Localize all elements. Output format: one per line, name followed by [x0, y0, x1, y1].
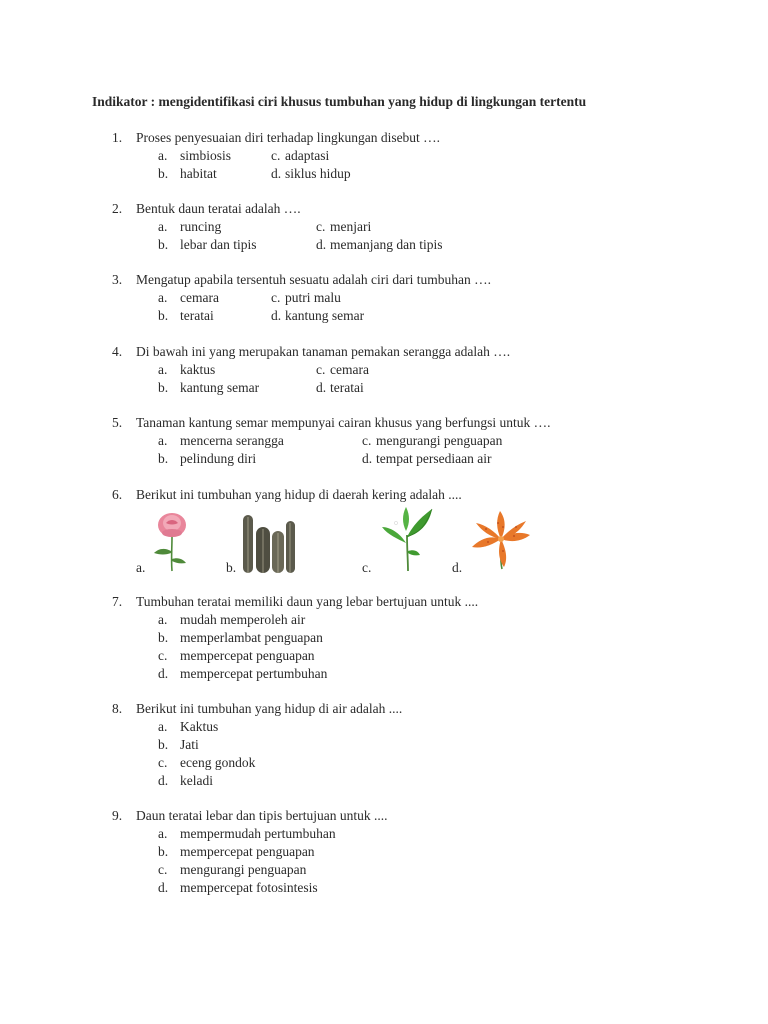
- option-letter: c.: [316, 362, 326, 377]
- option-text: menjari: [330, 219, 372, 234]
- question-text: Daun teratai lebar dan tipis bertujuan untuk ....: [136, 808, 388, 823]
- option-letter: b.: [158, 630, 169, 645]
- option-letter: a.: [158, 290, 168, 305]
- option-letter: a.: [158, 362, 168, 377]
- question-text: Mengatup apabila tersentuh sesuatu adalah ciri dari tumbuhan ….: [136, 272, 492, 287]
- option-a[interactable]: [158, 148, 231, 164]
- option-letter: b.: [158, 737, 169, 752]
- option-c[interactable]: [362, 433, 502, 449]
- option-text: tempat persediaan air: [376, 451, 492, 466]
- option-letter: c.: [271, 148, 281, 163]
- option-text: adaptasi: [285, 148, 330, 163]
- option-b-label[interactable]: b.: [226, 560, 237, 575]
- option-text: mengurangi penguapan: [180, 862, 307, 877]
- question-number: 2.: [112, 201, 123, 216]
- option-letter: c.: [316, 219, 326, 234]
- option-b[interactable]: [158, 380, 259, 396]
- leafy-sprout-icon[interactable]: [380, 505, 434, 573]
- question-text: Berikut ini tumbuhan yang hidup di air adalah ....: [136, 701, 403, 716]
- question-text: Berikut ini tumbuhan yang hidup di daerah kering adalah ....: [136, 487, 462, 502]
- option-text: memperlambat penguapan: [180, 630, 323, 645]
- option-text: mempercepat penguapan: [180, 648, 315, 663]
- option-letter: c.: [271, 290, 281, 305]
- option-letter: b.: [158, 380, 169, 395]
- question-text: Tumbuhan teratai memiliki daun yang lebar bertujuan untuk ....: [136, 594, 479, 609]
- option-a[interactable]: [158, 433, 284, 449]
- option-letter: d.: [316, 380, 327, 395]
- question-number: 3.: [112, 272, 123, 287]
- option-letter: b.: [158, 237, 169, 252]
- option-letter: a.: [158, 826, 168, 841]
- option-text: runcing: [180, 219, 222, 234]
- option-text: mengurangi penguapan: [376, 433, 503, 448]
- option-text: teratai: [330, 380, 364, 395]
- question-number: 8.: [112, 701, 123, 716]
- question-number: 5.: [112, 415, 123, 430]
- option-text: kantung semar: [180, 380, 260, 395]
- question-text: Di bawah ini yang merupakan tanaman pemakan serangga adalah ….: [136, 344, 511, 359]
- option-letter: b.: [158, 451, 169, 466]
- option-a[interactable]: [158, 362, 215, 378]
- option-text: kantung semar: [285, 308, 365, 323]
- option-d[interactable]: [362, 451, 491, 467]
- option-b[interactable]: [158, 237, 256, 253]
- option-text: keladi: [180, 773, 213, 788]
- option-text: mencerna serangga: [180, 433, 284, 448]
- option-b[interactable]: [158, 308, 214, 324]
- option-a[interactable]: [158, 219, 221, 235]
- option-a[interactable]: [158, 290, 219, 306]
- option-d[interactable]: [158, 666, 327, 682]
- option-letter: b.: [158, 166, 169, 181]
- option-d[interactable]: [158, 773, 213, 789]
- option-b[interactable]: [158, 737, 199, 753]
- option-text: eceng gondok: [180, 755, 256, 770]
- option-text: pelindung diri: [180, 451, 257, 466]
- option-letter: a.: [158, 433, 168, 448]
- option-a[interactable]: [158, 612, 305, 628]
- option-d[interactable]: [316, 237, 442, 253]
- option-text: putri malu: [285, 290, 341, 305]
- cactus-icon[interactable]: [242, 513, 298, 575]
- option-d-label[interactable]: d.: [452, 560, 463, 575]
- option-text: simbiosis: [180, 148, 232, 163]
- option-letter: d.: [271, 308, 282, 323]
- option-letter: d.: [158, 773, 169, 788]
- option-b[interactable]: [158, 166, 217, 182]
- question-number: 7.: [112, 594, 123, 609]
- option-text: mempercepat penguapan: [180, 844, 315, 859]
- indikator-heading: Indikator : mengidentifikasi ciri khusus tumbuhan yang hidup di lingkungan tertentu: [92, 94, 587, 109]
- option-letter: c.: [158, 755, 168, 770]
- rose-icon[interactable]: [150, 511, 194, 573]
- option-a[interactable]: [158, 826, 336, 842]
- option-text: Kaktus: [180, 719, 219, 734]
- option-d[interactable]: [271, 166, 351, 182]
- option-a-label[interactable]: a.: [136, 560, 146, 575]
- option-text: memanjang dan tipis: [330, 237, 443, 252]
- option-b[interactable]: [158, 844, 315, 860]
- option-d[interactable]: [271, 308, 364, 324]
- option-text: mempercepat fotosintesis: [180, 880, 318, 895]
- option-text: kaktus: [180, 362, 216, 377]
- option-c[interactable]: [158, 862, 306, 878]
- option-d[interactable]: [158, 880, 318, 896]
- question-text: Proses penyesuaian diri terhadap lingkungan disebut ….: [136, 130, 441, 145]
- question-text: Bentuk daun teratai adalah ….: [136, 201, 301, 216]
- option-letter: d.: [158, 666, 169, 681]
- option-text: siklus hidup: [285, 166, 351, 181]
- option-text: cemara: [180, 290, 219, 305]
- option-c[interactable]: [316, 219, 371, 235]
- option-c[interactable]: [316, 362, 369, 378]
- option-letter: d.: [362, 451, 373, 466]
- option-c[interactable]: [271, 290, 341, 306]
- option-b[interactable]: [158, 451, 256, 467]
- question-number: 9.: [112, 808, 123, 823]
- option-letter: a.: [158, 719, 168, 734]
- option-letter: d.: [158, 880, 169, 895]
- question-number: 1.: [112, 130, 123, 145]
- option-letter: b.: [158, 308, 169, 323]
- option-text: mempercepat pertumbuhan: [180, 666, 328, 681]
- option-letter: a.: [158, 612, 168, 627]
- option-letter: d.: [271, 166, 282, 181]
- option-letter: c.: [362, 433, 372, 448]
- option-text: habitat: [180, 166, 217, 181]
- option-text: cemara: [330, 362, 369, 377]
- option-a[interactable]: [158, 719, 218, 735]
- option-letter: c.: [158, 862, 168, 877]
- question-text: Tanaman kantung semar mempunyai cairan khusus yang berfungsi untuk ….: [136, 415, 551, 430]
- option-text: mempermudah pertumbuhan: [180, 826, 336, 841]
- option-text: mudah memperoleh air: [180, 612, 306, 627]
- option-letter: c.: [158, 648, 168, 663]
- option-text: lebar dan tipis: [180, 237, 257, 252]
- option-text: teratai: [180, 308, 214, 323]
- option-letter: b.: [158, 844, 169, 859]
- option-c-label[interactable]: c.: [362, 560, 372, 575]
- option-c[interactable]: [158, 755, 255, 771]
- option-letter: a.: [158, 219, 168, 234]
- option-letter: a.: [158, 148, 168, 163]
- question-number: 6.: [112, 487, 123, 502]
- option-letter: d.: [316, 237, 327, 252]
- option-b[interactable]: [158, 630, 323, 646]
- option-c[interactable]: [158, 648, 315, 664]
- option-text: Jati: [180, 737, 199, 752]
- lily-flower-icon[interactable]: [470, 509, 532, 571]
- option-d[interactable]: [316, 380, 364, 396]
- option-c[interactable]: [271, 148, 329, 164]
- question-number: 4.: [112, 344, 123, 359]
